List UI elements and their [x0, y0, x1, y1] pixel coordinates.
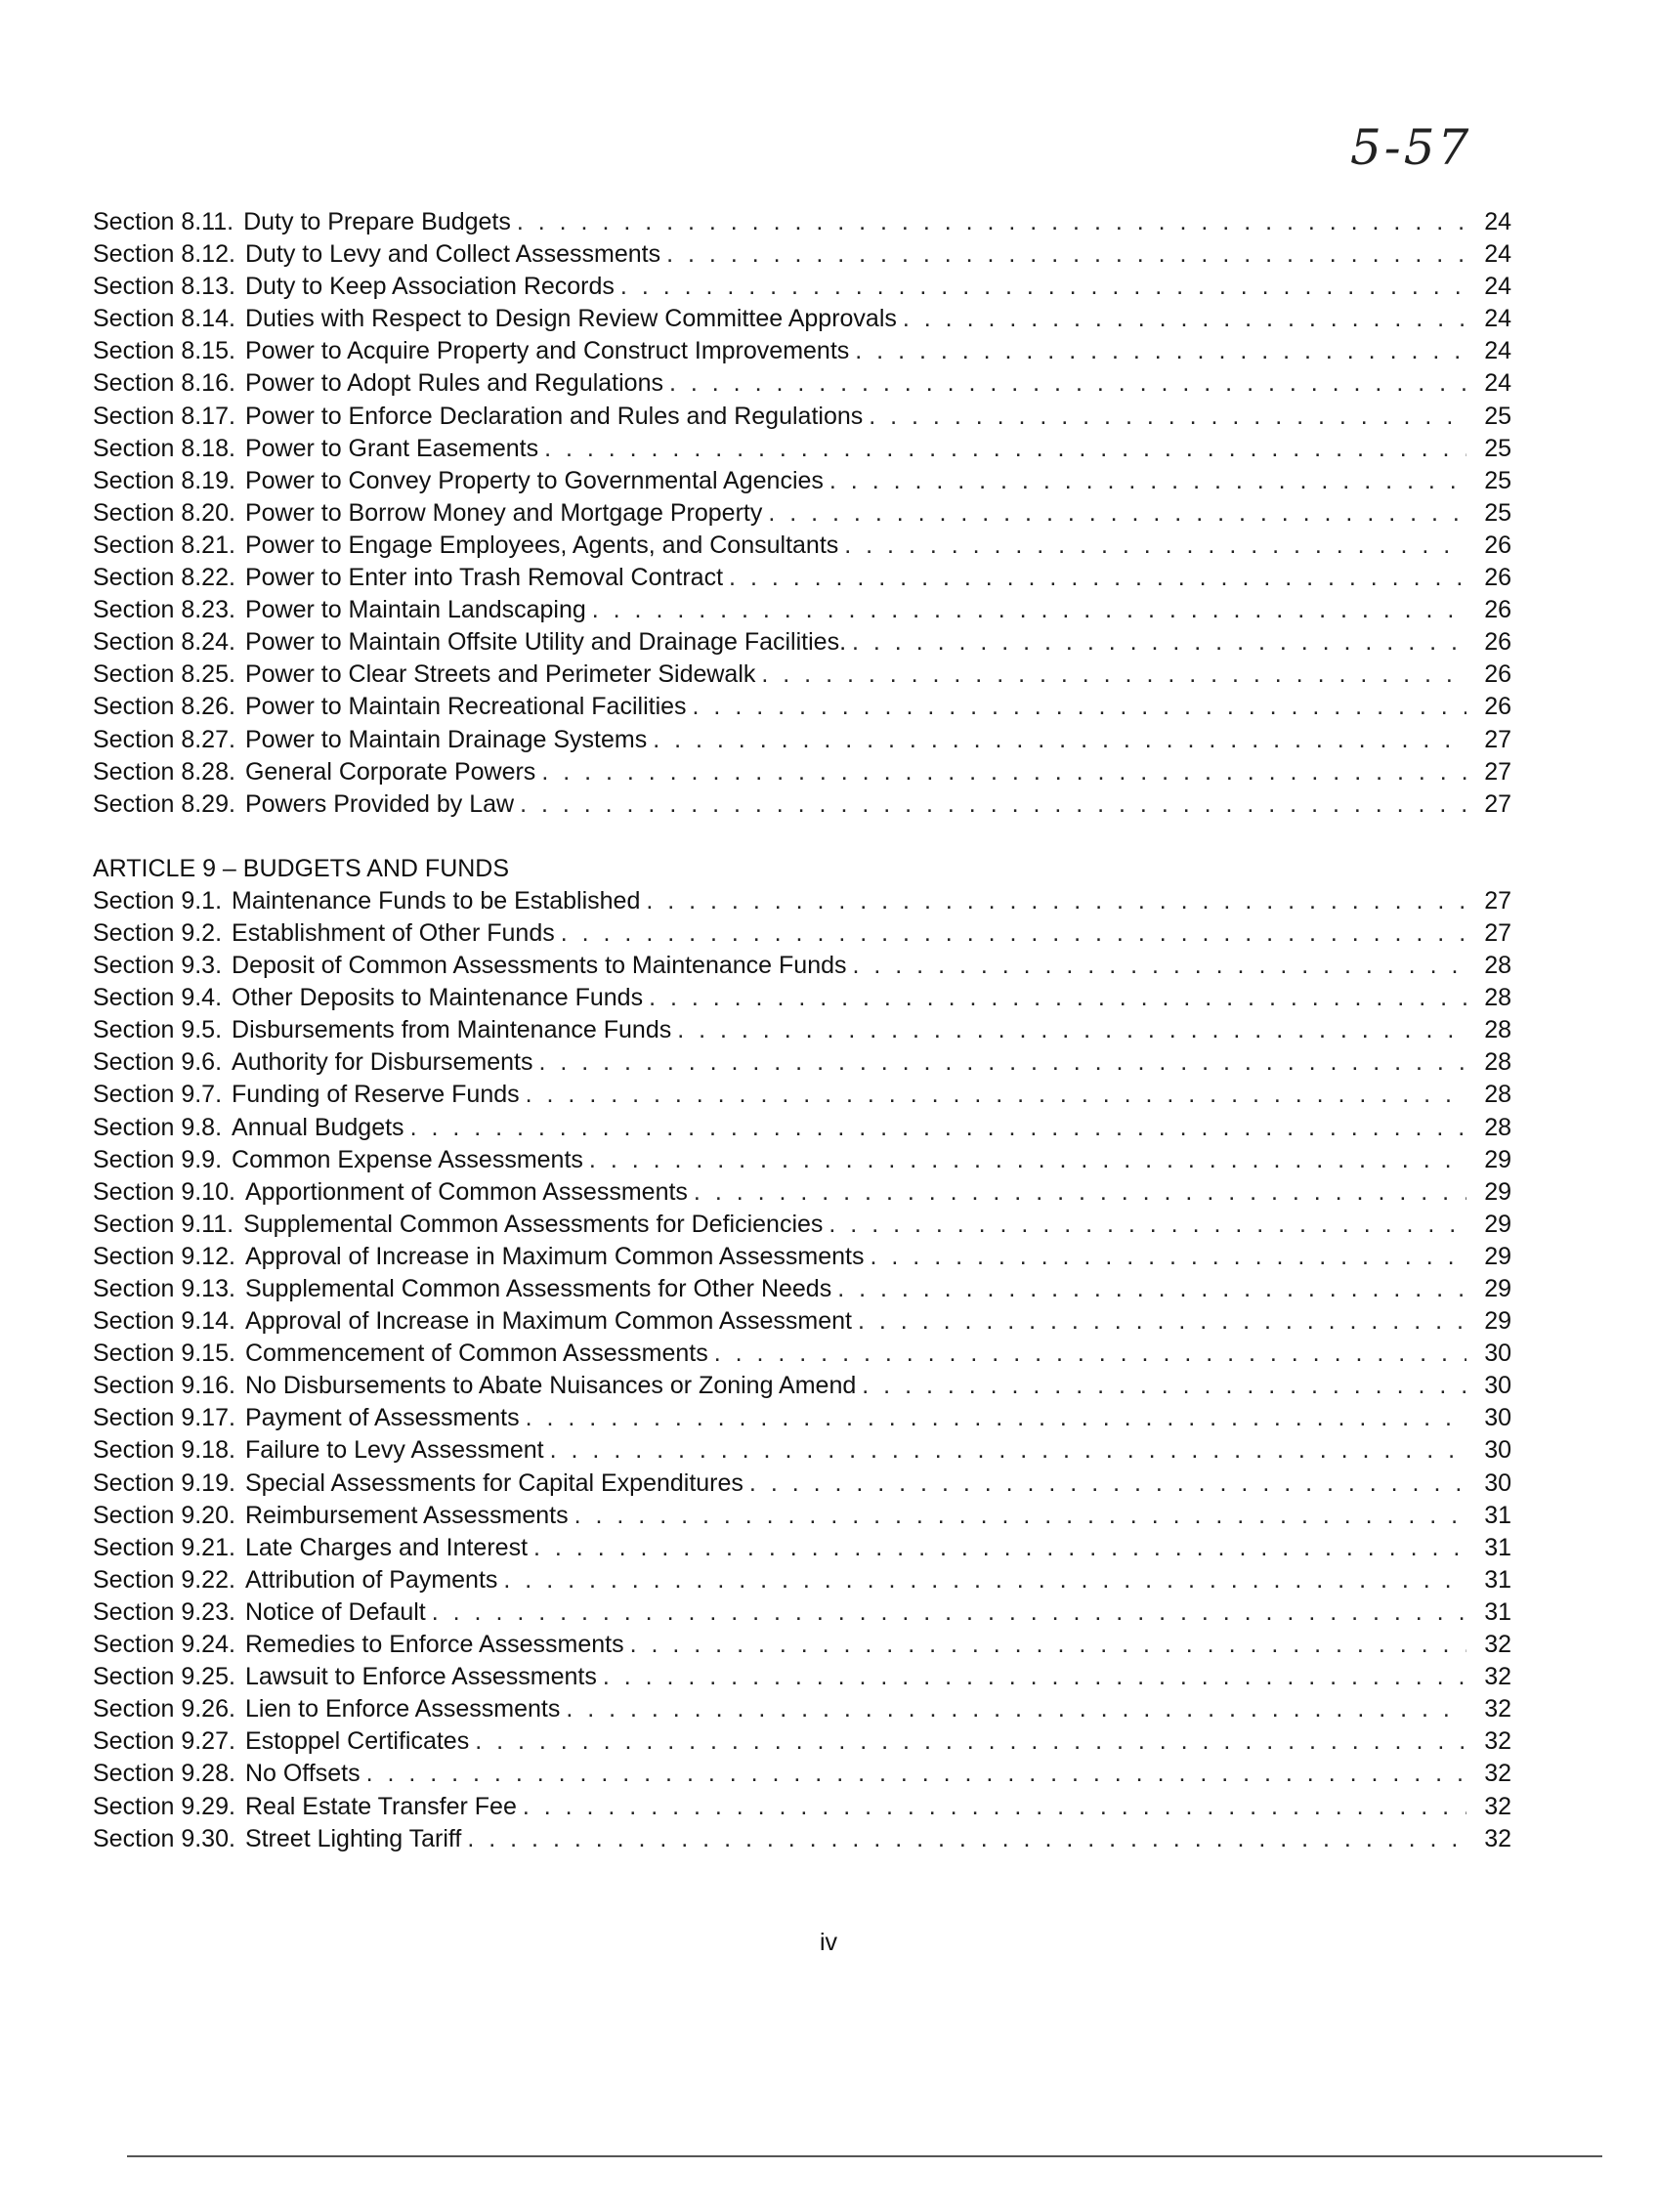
toc-entry — [93, 1629, 1511, 1661]
dot-leader — [677, 1014, 1466, 1046]
section-title: Lawsuit to Enforce Assessments — [244, 1663, 597, 1691]
page-number: 30 — [1484, 1436, 1511, 1465]
section-number: Section 8.26. — [93, 693, 235, 721]
section-number: Section 9.10. — [93, 1177, 235, 1206]
toc-entry — [93, 1370, 1511, 1402]
section-title: Supplemental Common Assessments for Deficiencies — [243, 1210, 824, 1238]
section-number: Section 9.11. — [93, 1210, 234, 1238]
section-number: Section 9.12. — [93, 1242, 235, 1270]
dot-leader — [862, 1370, 1466, 1402]
dot-leader — [467, 1823, 1466, 1855]
section-number: Section 8.19. — [93, 466, 235, 494]
section-title: Power to Acquire Property and Construct Improvements — [244, 337, 850, 365]
section-title: No Disbursements to Abate Nuisances or Zoning Amend — [244, 1372, 857, 1400]
section-number: Section 8.23. — [93, 596, 235, 624]
section-title: Supplemental Common Assessments for Other Needs — [244, 1275, 832, 1302]
dot-leader — [852, 626, 1466, 659]
section-number: Section 9.26. — [93, 1695, 235, 1723]
toc-entry — [93, 1500, 1511, 1532]
dot-leader — [858, 1305, 1466, 1338]
section-title: Approval of Increase in Maximum Common Assessments — [244, 1242, 865, 1270]
section-number: Section 9.15. — [93, 1340, 235, 1368]
page-number: 28 — [1484, 952, 1511, 980]
section-number: Section 9.20. — [93, 1501, 235, 1529]
section-title: Funding of Reserve Funds — [232, 1081, 520, 1109]
page-number: 28 — [1484, 984, 1511, 1012]
toc-entry — [93, 401, 1511, 433]
toc-entry — [93, 626, 1511, 659]
toc-entry — [93, 1112, 1511, 1144]
section-title: Remedies to Enforce Assessments — [244, 1631, 624, 1659]
dot-leader — [592, 594, 1466, 626]
page-number: 32 — [1484, 1760, 1511, 1788]
section-number: Section 9.23. — [93, 1597, 235, 1626]
section-title: Approval of Increase in Maximum Common Assessment — [244, 1307, 853, 1336]
section-title: Power to Maintain Landscaping — [244, 596, 586, 624]
toc-entry — [93, 1468, 1511, 1500]
section-number: Section 9.25. — [93, 1663, 235, 1691]
handwritten-page-number: 5-57 — [1350, 119, 1472, 176]
page-number: 32 — [1484, 1792, 1511, 1820]
dot-leader — [837, 1273, 1466, 1305]
section-title: Power to Borrow Money and Mortgage Property — [244, 498, 763, 527]
dot-leader — [646, 885, 1466, 917]
toc-entry — [93, 1564, 1511, 1596]
toc-entry — [93, 1273, 1511, 1305]
dot-leader — [666, 238, 1466, 271]
page-number: 26 — [1484, 564, 1511, 592]
toc-entry — [93, 1079, 1511, 1111]
dot-leader — [517, 206, 1466, 238]
dot-leader — [761, 659, 1466, 691]
dot-leader — [714, 1338, 1466, 1370]
dot-leader — [603, 1661, 1466, 1693]
section-title: Duties with Respect to Design Review Committee Approvals — [244, 305, 897, 333]
section-title: Duty to Prepare Budgets — [243, 208, 511, 235]
dot-leader — [526, 1402, 1466, 1434]
page-number: 29 — [1484, 1275, 1511, 1302]
page-number: 29 — [1484, 1242, 1511, 1270]
toc-entry — [93, 303, 1511, 335]
dot-leader — [620, 271, 1466, 303]
section-title: Annual Budgets — [232, 1113, 404, 1141]
toc-entry — [93, 1693, 1511, 1725]
toc-entry — [93, 1402, 1511, 1434]
section-number: Section 8.22. — [93, 564, 235, 592]
section-title: Notice of Default — [244, 1597, 426, 1626]
dot-leader — [649, 982, 1466, 1014]
dot-leader — [653, 724, 1466, 756]
toc-entry — [93, 1725, 1511, 1758]
page-number: 27 — [1484, 725, 1511, 753]
page-number: 27 — [1484, 918, 1511, 947]
section-number: Section 8.27. — [93, 725, 235, 753]
section-number: Section 8.13. — [93, 273, 235, 301]
toc-entry — [93, 1144, 1511, 1176]
section-number: Section 9.24. — [93, 1631, 235, 1659]
section-title: Power to Enforce Declaration and Rules and Regulations — [244, 402, 864, 430]
dot-leader — [566, 1693, 1466, 1725]
section-number: Section 8.29. — [93, 789, 235, 818]
toc-entry — [93, 1596, 1511, 1629]
page-number: 26 — [1484, 531, 1511, 559]
toc-entry — [93, 1661, 1511, 1693]
toc-entry — [93, 335, 1511, 367]
section-title: Duty to Keep Association Records — [244, 273, 615, 301]
page-number: 30 — [1484, 1372, 1511, 1400]
section-number: Section 9.3. — [93, 952, 223, 980]
section-number: Section 8.12. — [93, 240, 235, 269]
section-number: Section 9.5. — [93, 1016, 223, 1044]
toc-entry — [93, 1823, 1511, 1855]
toc-entry — [93, 756, 1511, 788]
section-number: Section 9.21. — [93, 1533, 235, 1561]
section-title: Real Estate Transfer Fee — [244, 1792, 517, 1820]
section-title: Power to Convey Property to Governmental Agencies — [244, 466, 824, 494]
dot-leader — [503, 1564, 1466, 1596]
page-number: 26 — [1484, 596, 1511, 624]
section-title: General Corporate Powers — [244, 757, 536, 786]
page-number: 26 — [1484, 660, 1511, 689]
section-title: Power to Adopt Rules and Regulations — [244, 369, 663, 398]
section-number: Section 8.21. — [93, 531, 235, 559]
dot-leader — [693, 691, 1466, 723]
toc-entry — [93, 1014, 1511, 1046]
page-number: 29 — [1484, 1145, 1511, 1173]
toc-entry — [93, 1338, 1511, 1370]
page-number: 24 — [1484, 337, 1511, 365]
page-number: 32 — [1484, 1727, 1511, 1756]
section-title: Estoppel Certificates — [244, 1727, 470, 1756]
section-number: Section 9.17. — [93, 1404, 235, 1432]
page-number: 26 — [1484, 693, 1511, 721]
section-number: Section 8.14. — [93, 305, 235, 333]
bottom-rule — [127, 2155, 1602, 2157]
toc-entry — [93, 659, 1511, 691]
section-number: Section 8.17. — [93, 402, 235, 430]
page-number: 24 — [1484, 208, 1511, 235]
toc-entry — [93, 530, 1511, 562]
dot-leader — [432, 1596, 1466, 1629]
page-number: 31 — [1484, 1501, 1511, 1529]
dot-leader — [550, 1434, 1466, 1467]
section-number: Section 9.4. — [93, 984, 223, 1012]
section-number: Section 9.29. — [93, 1792, 235, 1820]
page-number: 29 — [1484, 1210, 1511, 1238]
section-title: Power to Grant Easements — [244, 434, 539, 462]
section-number: Section 8.11. — [93, 208, 234, 235]
page-number: 25 — [1484, 466, 1511, 494]
dot-leader — [574, 1500, 1466, 1532]
dot-leader — [853, 950, 1467, 982]
dot-leader — [366, 1758, 1466, 1790]
toc-entry — [93, 1305, 1511, 1338]
dot-leader — [526, 1079, 1466, 1111]
page-number: 31 — [1484, 1597, 1511, 1626]
toc-entry — [93, 562, 1511, 594]
section-title: Power to Engage Employees, Agents, and Consultants — [244, 531, 839, 559]
section-number: Section 8.25. — [93, 660, 235, 689]
dot-leader — [533, 1532, 1466, 1564]
dot-leader — [669, 367, 1466, 400]
toc-entry — [93, 1791, 1511, 1823]
section-title: Authority for Disbursements — [232, 1048, 533, 1077]
section-title: Establishment of Other Funds — [232, 918, 555, 947]
toc-entry — [93, 788, 1511, 821]
toc-entry — [93, 1209, 1511, 1241]
section-title: Attribution of Payments — [244, 1565, 498, 1594]
section-title: Powers Provided by Law — [244, 789, 515, 818]
toc-entry — [93, 238, 1511, 271]
section-title: Commencement of Common Assessments — [244, 1340, 708, 1368]
section-title: Power to Maintain Drainage Systems — [244, 725, 648, 753]
toc-entry — [93, 367, 1511, 400]
page-number: 25 — [1484, 402, 1511, 430]
toc-entry — [93, 206, 1511, 238]
dot-leader — [410, 1112, 1466, 1144]
section-title: Payment of Assessments — [244, 1404, 520, 1432]
section-number: Section 9.2. — [93, 918, 223, 947]
section-number: Section 9.7. — [93, 1081, 223, 1109]
section-number: Section 9.6. — [93, 1048, 223, 1077]
toc-group-article-9 — [93, 885, 1511, 1855]
page-folio: iv — [819, 1929, 838, 1956]
page-number: 28 — [1484, 1048, 1511, 1077]
section-number: Section 9.27. — [93, 1727, 235, 1756]
section-number: Section 8.20. — [93, 498, 235, 527]
section-title: Power to Maintain Offsite Utility and Drainage Facilities. — [244, 628, 847, 657]
toc-entry — [93, 1434, 1511, 1467]
toc-entry — [93, 1532, 1511, 1564]
table-of-contents — [93, 206, 1511, 1855]
section-title: Power to Clear Streets and Perimeter Sidewalk — [244, 660, 756, 689]
toc-entry — [93, 982, 1511, 1014]
dot-leader — [855, 335, 1466, 367]
section-title: Power to Enter into Trash Removal Contract — [244, 564, 724, 592]
section-number: Section 8.18. — [93, 434, 235, 462]
section-title: Special Assessments for Capital Expenditures — [244, 1468, 744, 1497]
dot-leader — [694, 1176, 1466, 1209]
section-number: Section 9.19. — [93, 1468, 235, 1497]
page-number: 26 — [1484, 628, 1511, 657]
section-number: Section 9.9. — [93, 1145, 223, 1173]
section-title: Reimbursement Assessments — [244, 1501, 569, 1529]
section-title: Power to Maintain Recreational Facilities — [244, 693, 687, 721]
page-number: 30 — [1484, 1340, 1511, 1368]
page-number: 24 — [1484, 273, 1511, 301]
dot-leader — [749, 1468, 1466, 1500]
page-number: 32 — [1484, 1631, 1511, 1659]
section-title: Duty to Levy and Collect Assessments — [244, 240, 661, 269]
page-number: 27 — [1484, 789, 1511, 818]
page-number: 29 — [1484, 1307, 1511, 1336]
dot-leader — [544, 433, 1466, 465]
page-number: 24 — [1484, 240, 1511, 269]
dot-leader — [729, 562, 1466, 594]
section-number: Section 8.16. — [93, 369, 235, 398]
dot-leader — [538, 1046, 1466, 1079]
dot-leader — [828, 1209, 1466, 1241]
section-title: Street Lighting Tariff — [244, 1824, 462, 1852]
section-number: Section 9.8. — [93, 1113, 223, 1141]
section-number: Section 9.30. — [93, 1824, 235, 1852]
page-number: 28 — [1484, 1113, 1511, 1141]
section-title: Maintenance Funds to be Established — [232, 886, 641, 915]
page-number: 25 — [1484, 434, 1511, 462]
toc-entry — [93, 1176, 1511, 1209]
toc-entry — [93, 1046, 1511, 1079]
page-number: 28 — [1484, 1081, 1511, 1109]
section-number: Section 9.28. — [93, 1760, 235, 1788]
article-heading: ARTICLE 9 – BUDGETS AND FUNDS — [93, 854, 510, 882]
dot-leader — [844, 530, 1466, 562]
section-title: No Offsets — [244, 1760, 361, 1788]
toc-entry — [93, 271, 1511, 303]
section-number: Section 9.1. — [93, 886, 223, 915]
page-number: 27 — [1484, 757, 1511, 786]
toc-entry — [93, 594, 1511, 626]
dot-leader — [903, 303, 1466, 335]
section-number: Section 9.13. — [93, 1275, 235, 1302]
toc-entry — [93, 691, 1511, 723]
page-number: 28 — [1484, 1016, 1511, 1044]
toc-entry — [93, 724, 1511, 756]
section-title: Failure to Levy Assessment — [244, 1436, 544, 1465]
section-number: Section 9.22. — [93, 1565, 235, 1594]
page-number: 25 — [1484, 498, 1511, 527]
toc-entry — [93, 433, 1511, 465]
dot-leader — [869, 401, 1466, 433]
page-number: 27 — [1484, 886, 1511, 915]
section-number: Section 8.15. — [93, 337, 235, 365]
page-number: 24 — [1484, 305, 1511, 333]
section-title: Disbursements from Maintenance Funds — [232, 1016, 672, 1044]
dot-leader — [475, 1725, 1466, 1758]
dot-leader — [523, 1791, 1466, 1823]
toc-entry — [93, 917, 1511, 950]
page-number: 32 — [1484, 1824, 1511, 1852]
dot-leader — [541, 756, 1466, 788]
toc-entry — [93, 465, 1511, 497]
dot-leader — [871, 1241, 1466, 1273]
page-number: 31 — [1484, 1565, 1511, 1594]
section-title: Other Deposits to Maintenance Funds — [232, 984, 644, 1012]
dot-leader — [768, 497, 1466, 530]
dot-leader — [520, 788, 1466, 821]
toc-entry — [93, 950, 1511, 982]
section-title: Apportionment of Common Assessments — [244, 1177, 688, 1206]
section-number: Section 8.24. — [93, 628, 235, 657]
toc-entry — [93, 1758, 1511, 1790]
dot-leader — [630, 1629, 1466, 1661]
page-number: 29 — [1484, 1177, 1511, 1206]
dot-leader — [829, 465, 1466, 497]
page-number: 31 — [1484, 1533, 1511, 1561]
page-number: 32 — [1484, 1663, 1511, 1691]
section-number: Section 9.16. — [93, 1372, 235, 1400]
section-number: Section 9.14. — [93, 1307, 235, 1336]
page-number: 30 — [1484, 1468, 1511, 1497]
page-number: 24 — [1484, 369, 1511, 398]
section-title: Lien to Enforce Assessments — [244, 1695, 561, 1723]
section-title: Late Charges and Interest — [244, 1533, 529, 1561]
dot-leader — [589, 1144, 1466, 1176]
section-number: Section 8.28. — [93, 757, 235, 786]
section-number: Section 9.18. — [93, 1436, 235, 1465]
section-title: Common Expense Assessments — [232, 1145, 583, 1173]
dot-leader — [561, 917, 1466, 950]
page-number: 32 — [1484, 1695, 1511, 1723]
toc-group-article-8 — [93, 206, 1511, 821]
toc-entry — [93, 885, 1511, 917]
toc-entry — [93, 1241, 1511, 1273]
section-title: Deposit of Common Assessments to Maintenance Funds — [232, 952, 847, 980]
toc-entry — [93, 497, 1511, 530]
page-number: 30 — [1484, 1404, 1511, 1432]
